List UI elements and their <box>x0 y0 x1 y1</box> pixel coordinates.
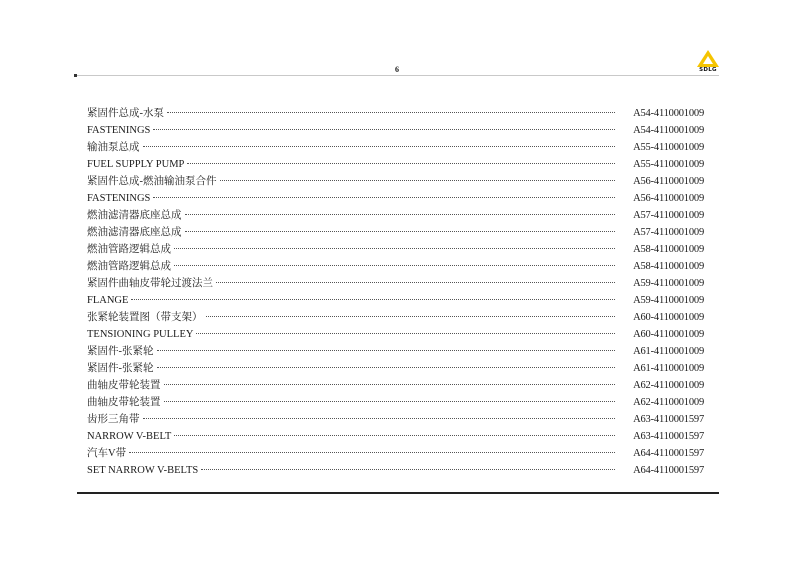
dot-leader <box>206 315 616 317</box>
dot-leader <box>164 383 616 385</box>
dot-leader <box>174 434 615 436</box>
toc-entry-title: 紧固件总成-燃油输油泵合件 <box>87 176 217 187</box>
toc-entry-reference: A61-4110001009 <box>633 363 704 374</box>
toc-entry-title: NARROW V-BELT <box>87 431 172 442</box>
toc-entry[interactable] <box>87 105 704 122</box>
toc-entry-title: 燃油管路逻辑总成 <box>87 244 171 255</box>
toc-entry-title: FLANGE <box>87 295 129 306</box>
toc-entry[interactable] <box>87 292 704 309</box>
dot-leader <box>153 196 615 198</box>
dot-leader <box>164 400 616 402</box>
dot-leader <box>143 417 616 419</box>
dot-leader <box>157 349 616 351</box>
toc-entry-title: 紧固件-张紧轮 <box>87 346 154 357</box>
dot-leader <box>153 128 615 130</box>
dot-leader <box>157 366 616 368</box>
toc-entry[interactable] <box>87 207 704 224</box>
footer-rule <box>77 492 719 494</box>
toc-entry-reference: A59-4110001009 <box>633 278 704 289</box>
toc-entry[interactable] <box>87 428 704 445</box>
toc-entry[interactable] <box>87 224 704 241</box>
toc-entry[interactable] <box>87 394 704 411</box>
dot-leader <box>185 213 616 215</box>
toc-entry-reference: A60-4110001009 <box>633 312 704 323</box>
toc-entry[interactable] <box>87 462 704 479</box>
dot-leader <box>131 298 615 300</box>
toc-entry-reference: A56-4110001009 <box>633 193 704 204</box>
toc-entry[interactable] <box>87 309 704 326</box>
toc-entry[interactable] <box>87 411 704 428</box>
toc-entry[interactable] <box>87 190 704 207</box>
toc-entry[interactable] <box>87 326 704 343</box>
dot-leader <box>187 162 615 164</box>
toc-entry[interactable] <box>87 156 704 173</box>
toc-entry-reference: A62-4110001009 <box>633 380 704 391</box>
toc-entry-reference: A58-4110001009 <box>633 261 704 272</box>
toc-entry-title: 曲轴皮带轮装置 <box>87 380 161 391</box>
toc-entry-reference: A55-4110001009 <box>633 142 704 153</box>
toc-entry[interactable] <box>87 258 704 275</box>
toc-entry-title: 输油泵总成 <box>87 142 140 153</box>
toc-entry-reference: A59-4110001009 <box>633 295 704 306</box>
toc-entry-reference: A63-4110001597 <box>633 414 704 425</box>
dot-leader <box>143 145 616 147</box>
toc-entry-title: 燃油滤清器底座总成 <box>87 210 182 221</box>
toc-entry[interactable] <box>87 275 704 292</box>
toc-entry-reference: A57-4110001009 <box>633 210 704 221</box>
toc-entry-reference: A61-4110001009 <box>633 346 704 357</box>
toc-entry[interactable] <box>87 139 704 156</box>
dot-leader <box>129 451 615 453</box>
toc-entry[interactable] <box>87 173 704 190</box>
page-number: 6 <box>395 65 399 74</box>
contents-list <box>87 105 704 479</box>
toc-entry-title: 紧固件-张紧轮 <box>87 363 154 374</box>
toc-entry-reference: A64-4110001597 <box>633 448 704 459</box>
dot-leader <box>196 332 615 334</box>
toc-entry-title: 曲轴皮带轮装置 <box>87 397 161 408</box>
toc-entry[interactable] <box>87 343 704 360</box>
header-rule <box>77 75 719 76</box>
logo-text: SDLG <box>699 67 717 73</box>
toc-entry-title: FASTENINGS <box>87 193 151 204</box>
toc-entry-title: SET NARROW V-BELTS <box>87 465 199 476</box>
dot-leader <box>174 264 615 266</box>
sdlg-logo <box>695 50 721 76</box>
toc-entry-title: 齿形三角带 <box>87 414 140 425</box>
toc-entry[interactable] <box>87 122 704 139</box>
toc-entry[interactable] <box>87 377 704 394</box>
toc-entry-reference: A58-4110001009 <box>633 244 704 255</box>
toc-entry-title: 紧固件曲轴皮带轮过渡法兰 <box>87 278 213 289</box>
toc-entry-reference: A57-4110001009 <box>633 227 704 238</box>
dot-leader <box>185 230 616 232</box>
toc-entry-title: 燃油滤清器底座总成 <box>87 227 182 238</box>
toc-entry-title: 汽车V带 <box>87 448 127 459</box>
toc-entry-reference: A60-4110001009 <box>633 329 704 340</box>
toc-entry-reference: A64-4110001597 <box>633 465 704 476</box>
toc-entry-title: FUEL SUPPLY PUMP <box>87 159 185 170</box>
toc-entry-reference: A54-4110001009 <box>633 108 704 119</box>
toc-entry-title: 燃油管路逻辑总成 <box>87 261 171 272</box>
toc-entry-reference: A62-4110001009 <box>633 397 704 408</box>
dot-leader <box>220 179 616 181</box>
dot-leader <box>216 281 615 283</box>
dot-leader <box>174 247 615 249</box>
toc-entry-reference: A55-4110001009 <box>633 159 704 170</box>
toc-entry[interactable] <box>87 445 704 462</box>
toc-entry-title: 紧固件总成-水泵 <box>87 108 164 119</box>
toc-entry-title: TENSIONING PULLEY <box>87 329 194 340</box>
dot-leader <box>167 111 615 113</box>
toc-entry[interactable] <box>87 360 704 377</box>
toc-entry-reference: A54-4110001009 <box>633 125 704 136</box>
toc-entry-title: 张紧轮装置图（带支架） <box>87 312 203 323</box>
toc-entry-title: FASTENINGS <box>87 125 151 136</box>
toc-entry-reference: A63-4110001597 <box>633 431 704 442</box>
toc-entry-reference: A56-4110001009 <box>633 176 704 187</box>
dot-leader <box>201 468 615 470</box>
toc-entry[interactable] <box>87 241 704 258</box>
